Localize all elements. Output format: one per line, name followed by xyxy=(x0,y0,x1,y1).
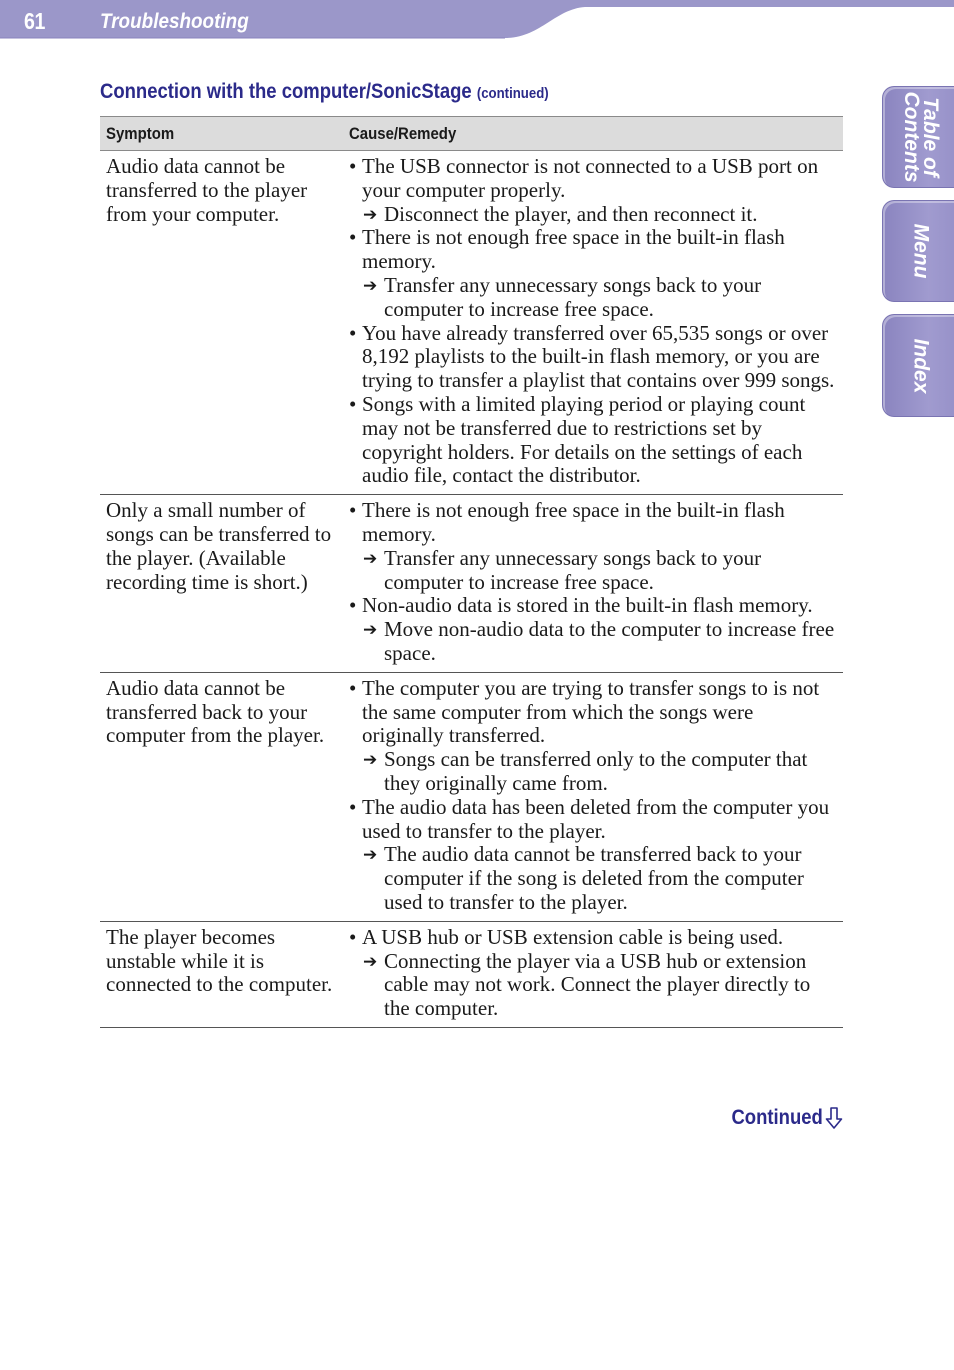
symptom-cell: Audio data cannot be transferred to the player from your computer. xyxy=(100,151,343,495)
troubleshooting-table xyxy=(100,116,843,1028)
section-title-suffix: (continued) xyxy=(476,85,549,102)
right-arrow-icon: ➔ xyxy=(363,620,378,640)
right-arrow-icon: ➔ xyxy=(363,845,378,865)
remedy-item: ➔ Songs can be transferred only to the computer that they originally came from. xyxy=(363,747,808,795)
column-header-cause-remedy: Cause/Remedy xyxy=(343,117,843,151)
down-arrow-icon xyxy=(825,1107,843,1129)
cause-item: • Songs with a limited playing period or playing count may not be transferred due to restrictions set by copyright holders. For details on the settings of each audio file, contact the distributor. xyxy=(349,393,837,488)
section-title-text: Connection with the computer/SonicStage xyxy=(100,80,472,103)
remedy-item: ➔ Move non-audio data to the computer to increase free space. xyxy=(363,617,835,665)
continued-link[interactable] xyxy=(719,1106,843,1130)
tab-menu[interactable] xyxy=(882,200,954,302)
section-title xyxy=(100,80,549,104)
tab-table-of-contents-label xyxy=(902,92,940,183)
column-header-symptom: Symptom xyxy=(100,117,343,151)
table-row xyxy=(100,495,843,673)
tab-index-label: Index xyxy=(909,338,933,393)
cause-item: • The audio data has been deleted from the computer you used to transfer to the player. xyxy=(349,796,837,844)
table-header-row xyxy=(100,117,843,151)
section-name: Troubleshooting xyxy=(100,10,249,33)
page-header xyxy=(0,0,954,40)
continued-label: Continued xyxy=(731,1106,823,1129)
tab-toc-line2: Contents xyxy=(900,91,923,183)
right-arrow-icon: ➔ xyxy=(363,275,378,295)
cause-cell xyxy=(343,151,843,495)
cause-item: • A USB hub or USB extension cable is being used. xyxy=(349,926,837,950)
symptom-cell: Only a small number of songs can be transferred to the player. (Available recording time is short.) xyxy=(100,495,343,673)
remedy-item: ➔ The audio data cannot be transferred back to your computer if the song is deleted from the computer used to transfer to the player. xyxy=(363,842,804,914)
table-row xyxy=(100,151,843,495)
tab-toc-line1: Table of xyxy=(919,97,942,177)
tab-menu-label: Menu xyxy=(909,223,933,279)
right-arrow-icon: ➔ xyxy=(363,750,378,770)
cause-cell xyxy=(343,921,843,1027)
right-arrow-icon: ➔ xyxy=(363,951,378,971)
cause-item: • The computer you are trying to transfer songs to is not the same computer from which the songs were originally transferred. xyxy=(349,677,837,748)
remedy-item: ➔ Transfer any unnecessary songs back to your computer to increase free space. xyxy=(363,545,762,594)
remedy-item: ➔ Connecting the player via a USB hub or extension cable may not work. Connect the player directly to the computer. xyxy=(363,948,811,1021)
table-row xyxy=(100,672,843,921)
remedy-item: ➔ Transfer any unnecessary songs back to your computer to increase free space. xyxy=(363,272,762,321)
cause-item: • You have already transferred over 65,535 songs or over 8,192 playlists to the built-in flash memory, or you are trying to transfer a playlist that contains over 999 songs. xyxy=(349,322,837,393)
cause-item: • There is not enough free space in the built-in flash memory. xyxy=(349,226,837,274)
cause-item: • The USB connector is not connected to a USB port on your computer properly. xyxy=(349,155,837,203)
cause-item: • There is not enough free space in the built-in flash memory. xyxy=(349,499,837,547)
page-number: 61 xyxy=(24,8,45,34)
cause-cell xyxy=(343,495,843,673)
tab-table-of-contents[interactable] xyxy=(882,86,954,188)
remedy-item: ➔ Disconnect the player, and then reconnect it. xyxy=(363,201,758,226)
table-row xyxy=(100,921,843,1027)
tab-index[interactable] xyxy=(882,314,954,417)
right-arrow-icon: ➔ xyxy=(363,548,378,568)
cause-item: • Non-audio data is stored in the built-in flash memory. xyxy=(349,594,837,618)
symptom-cell: Audio data cannot be transferred back to your computer from the player. xyxy=(100,672,343,921)
cause-cell xyxy=(343,672,843,921)
symptom-cell: The player becomes unstable while it is connected to the computer. xyxy=(100,921,343,1027)
right-arrow-icon: ➔ xyxy=(363,204,378,224)
